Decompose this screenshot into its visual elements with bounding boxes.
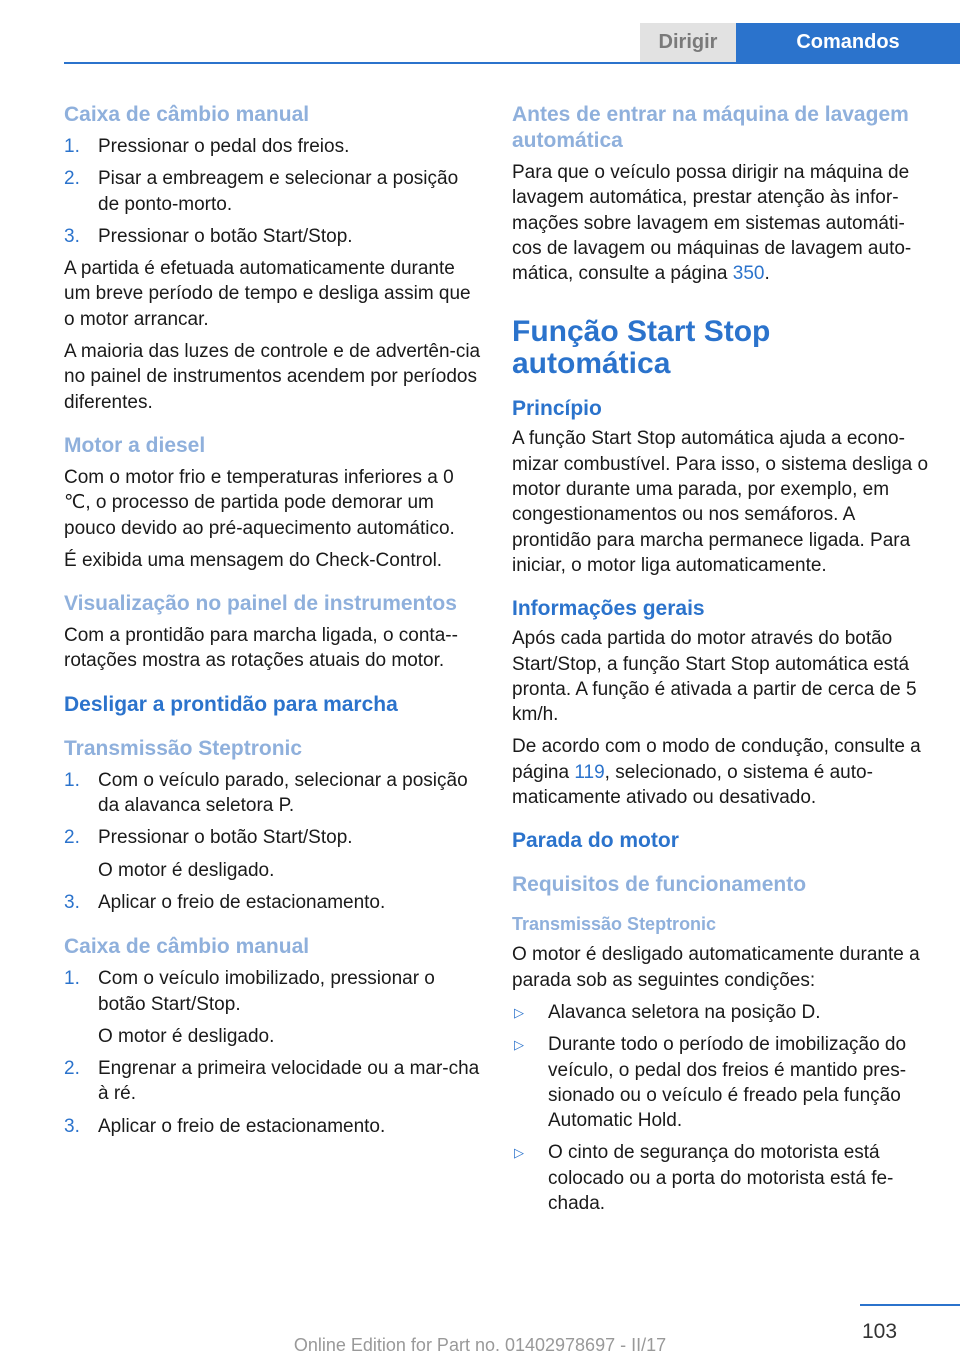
triangle-bullet-icon: ▷ [514, 1145, 524, 1161]
section-title-diesel: Motor a diesel [64, 433, 206, 457]
paragraph: O motor é desligado automaticamente durante a parada sob as seguintes condições: [512, 944, 920, 991]
section-title-steptronic: Transmissão Steptronic [64, 736, 303, 760]
tab-dirigir[interactable]: Dirigir [640, 23, 736, 62]
section-title-manual-gearbox-stop: Caixa de câmbio manual [64, 935, 310, 959]
list-item: 2. Pressionar o botão Start/Stop. O motor é desligado. [64, 827, 353, 881]
list-item: 2. Pisar a embreagem e selecionar a posição de ponto-morto. [64, 168, 459, 215]
list-item: 1. Com o veículo imobilizado, pressionar o botão Start/Stop. O motor é desligado. [64, 968, 435, 1047]
chapter-title-start-stop: Função Start Stop automática [512, 315, 771, 381]
footer-rule [860, 1304, 960, 1306]
page-number: 103 [862, 1320, 898, 1343]
section-title-engine-stop: Parada do motor [512, 829, 679, 853]
section-title-steptronic-right: Transmissão Steptronic [512, 914, 717, 935]
paragraph: Para que o veículo possa dirigir na máquina de lavagem automática, prestar atenção às infor-mações sobre lavagem em sistemas automáti-cos de lavagem ou máquinas de lavagem auto-mática, consulte a página 350. [512, 162, 912, 285]
section-title-general-info: Informações gerais [512, 597, 705, 621]
paragraph: Com a prontidão para marcha ligada, o conta--rotações mostra as rotações atuais do motor. [64, 625, 458, 672]
steptronic-steps-list [64, 768, 482, 915]
section-title-car-wash: Antes de entrar na máquina de lavagem automática [512, 103, 909, 152]
start-steps-list [64, 134, 482, 249]
paragraph: A função Start Stop automática ajuda a econo-mizar combustível. Para isso, o sistema desliga o motor durante uma parada, por exemplo, em congestionamentos ou nos semáforos. A prontidão para marcha permanece ligada. Para iniciar, o motor liga automaticamente. [512, 428, 929, 576]
section-title-instrument-display: Visualização no painel de instrumentos [64, 592, 457, 616]
footer-edition: Online Edition for Part no. 01402978697 - II/17 [293, 1335, 667, 1355]
header-rule [64, 62, 960, 64]
paragraph: De acordo com o modo de condução, consulte a página 119, selecionado, o sistema é auto-maticamente ativado ou desativado. [512, 736, 921, 809]
paragraph: Após cada partida do motor através do botão Start/Stop, a função Start Stop automática está pronta. A função é ativada a partir de cerca de 5 km/h. [512, 628, 917, 726]
list-item: 3. Pressionar o botão Start/Stop. [64, 225, 353, 247]
list-item: ▷ Alavanca seletora na posição D. [512, 1000, 932, 1025]
list-item: 1. Com o veículo parado, selecionar a posição da alavanca seletora P. [64, 769, 468, 817]
conditions-list [512, 1000, 932, 1216]
manual-stop-steps-list [64, 966, 482, 1139]
page-link-350[interactable]: 350 [732, 263, 765, 285]
triangle-bullet-icon: ▷ [514, 1004, 524, 1020]
list-item: 3. Aplicar o freio de estacionamento. [64, 891, 386, 913]
section-title-manual-gearbox-start: Caixa de câmbio manual [64, 103, 310, 126]
section-title-switch-off: Desligar a prontidão para marcha [64, 692, 398, 716]
paragraph: Com o motor frio e temperaturas inferiores a 0 ℃, o processo de partida pode demorar um pouco devido ao pré-aquecimento automático. [64, 466, 455, 539]
list-item: ▷ O cinto de segurança do motorista está colocado ou a porta do motorista está fe-chada. [512, 1140, 932, 1216]
list-item: ▷ Durante todo o período de imobilização do veículo, o pedal dos freios é mantido pres-sionado ou o veículo é freado pela função Automatic Hold. [512, 1032, 932, 1133]
triangle-bullet-icon: ▷ [514, 1037, 524, 1053]
list-item: 2. Engrenar a primeira velocidade ou a mar-cha à ré. [64, 1058, 480, 1105]
list-item: 3. Aplicar o freio de estacionamento. [64, 1115, 386, 1137]
paragraph: A partida é efetuada automaticamente durante um breve período de tempo e desliga assim que o motor arrancar. [64, 258, 471, 330]
header-tabs [640, 23, 960, 62]
section-title-requirements: Requisitos de funcionamento [512, 873, 807, 897]
left-column [64, 102, 482, 1146]
section-title-principle: Princípio [512, 397, 602, 421]
paragraph: É exibida uma mensagem do Check-Control. [64, 549, 443, 571]
list-item: 1. Pressionar o pedal dos freios. [64, 136, 350, 157]
right-column [512, 102, 932, 1223]
paragraph: A maioria das luzes de controle e de advertên-cia no painel de instrumentos acendem por períodos diferentes. [64, 341, 481, 413]
tab-comandos[interactable]: Comandos [736, 23, 960, 62]
page-link-119[interactable]: 119 [574, 761, 605, 783]
